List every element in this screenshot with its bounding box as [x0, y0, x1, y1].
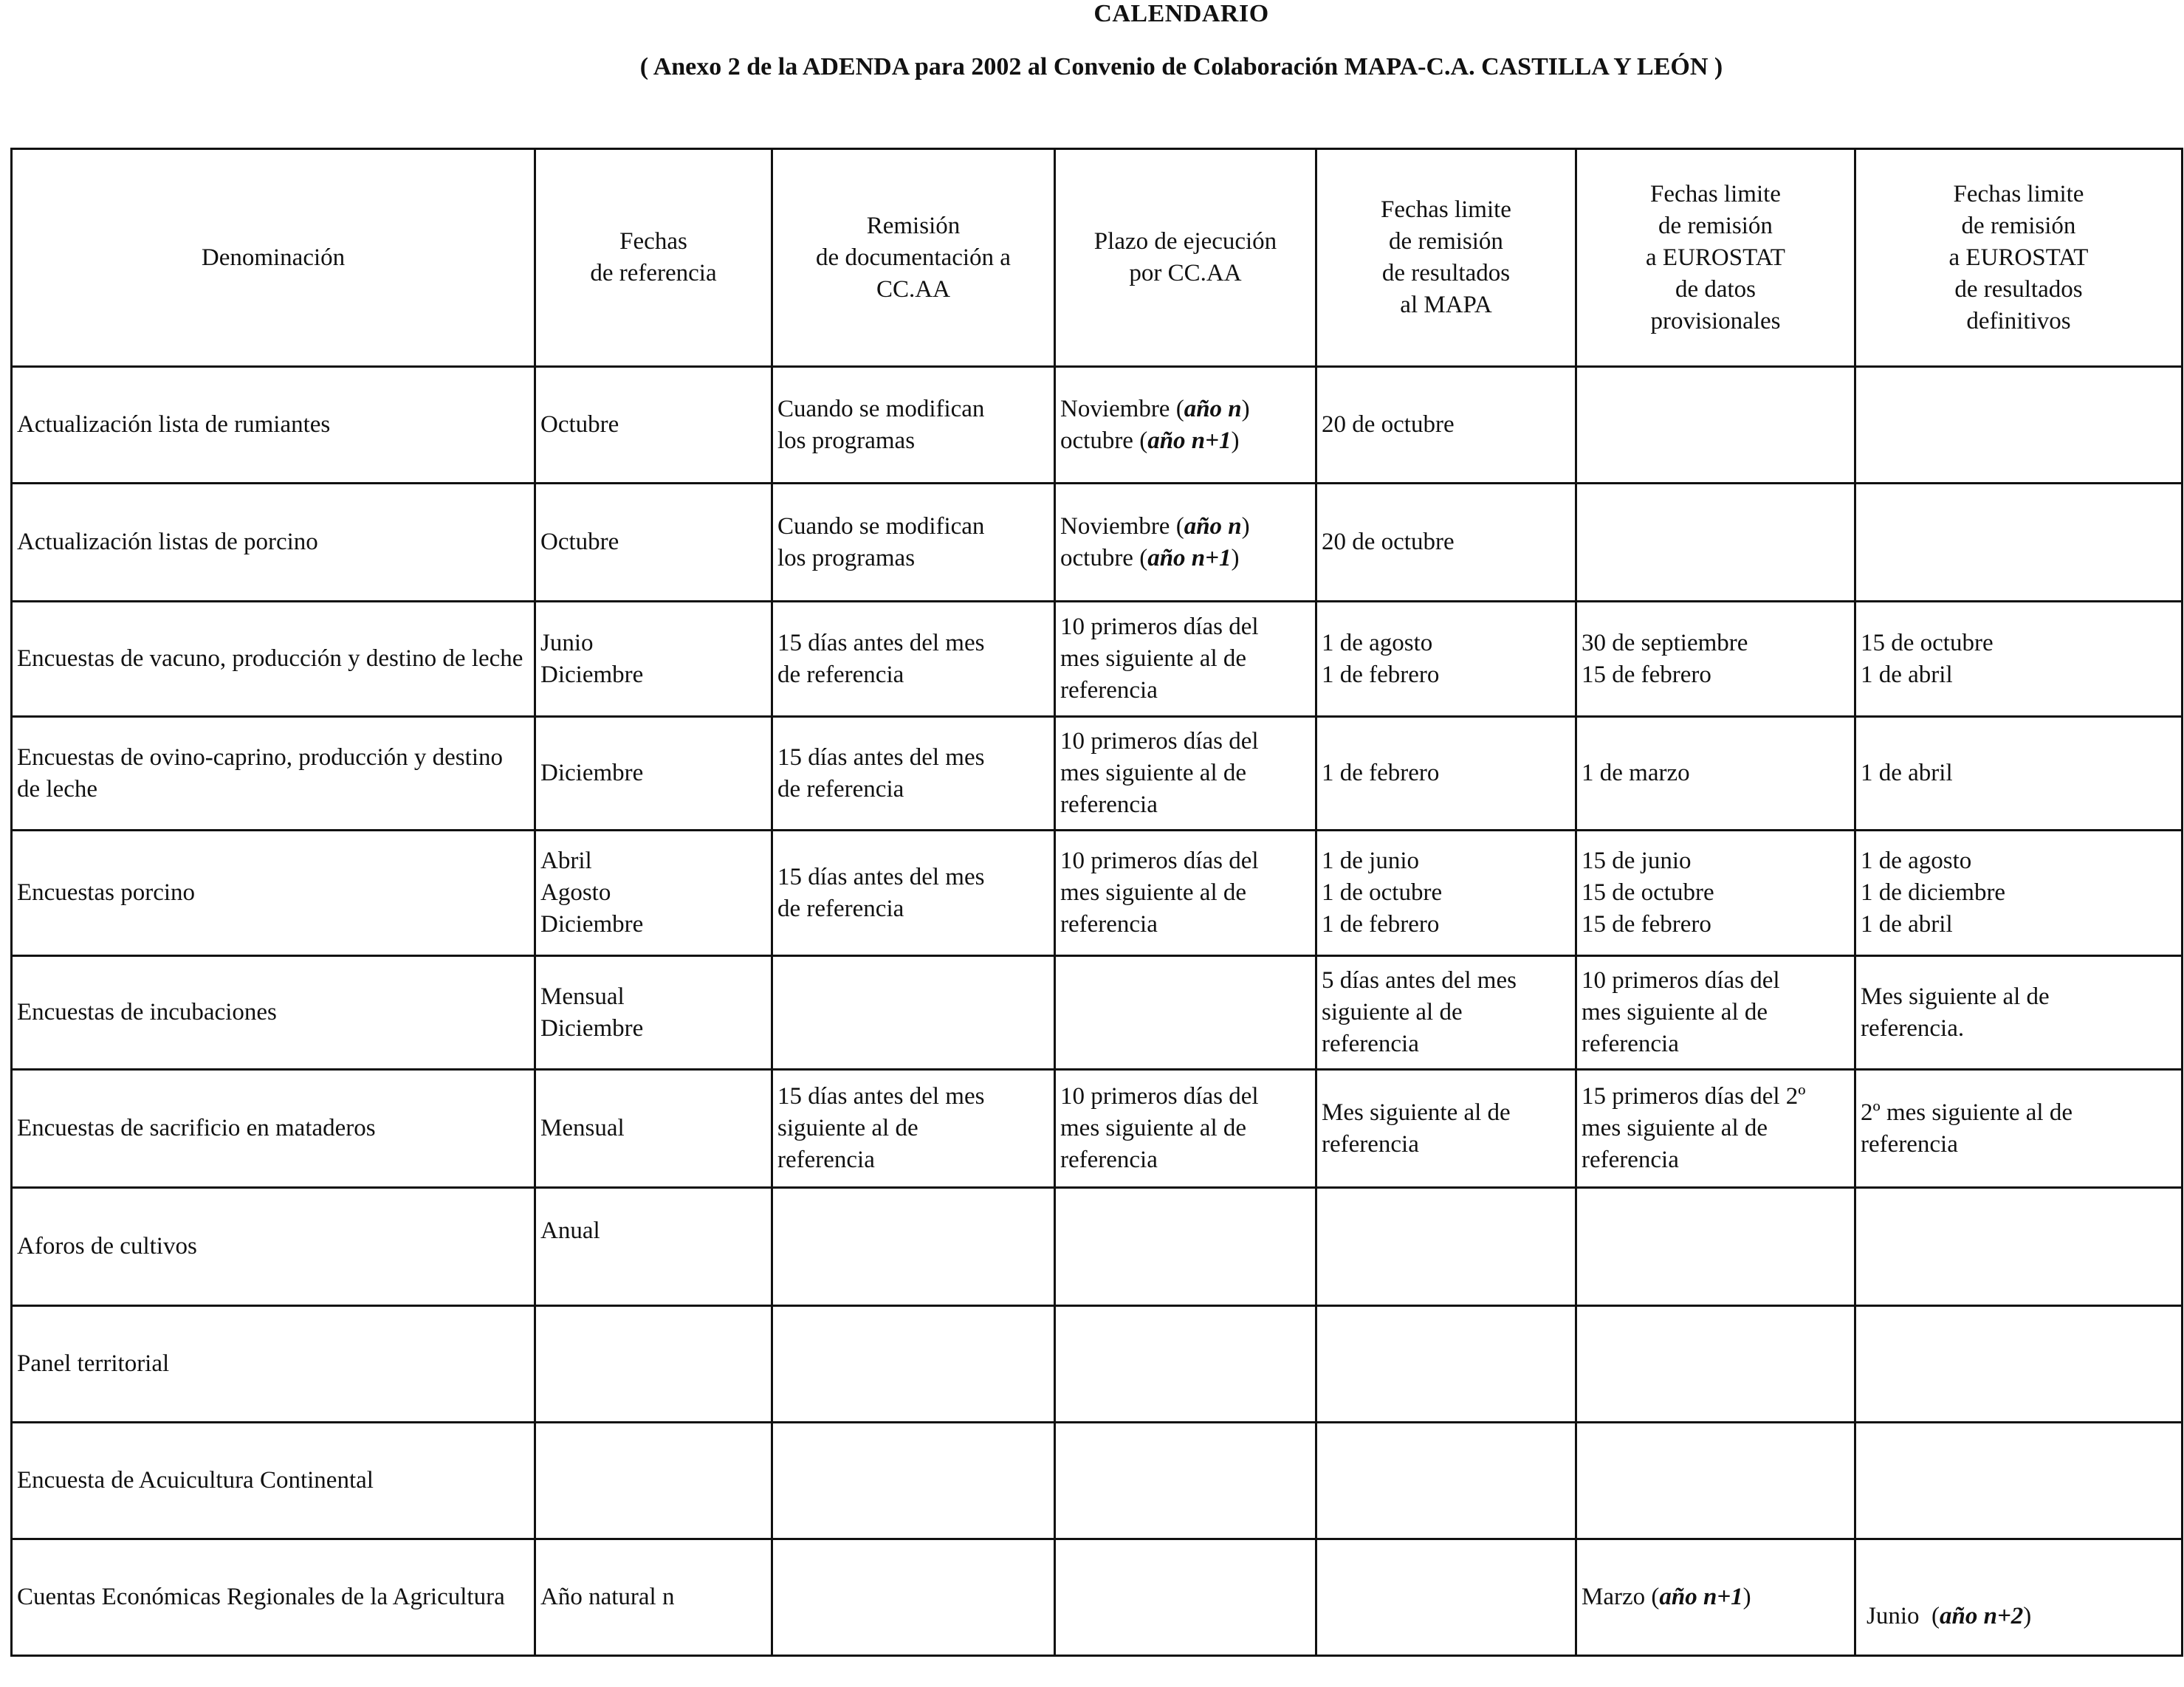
- table-row: [12, 717, 2183, 831]
- plazo-text: octubre (: [1060, 544, 1148, 571]
- cell-remision: 15 días antes del mes de referencia: [772, 602, 1055, 717]
- cell-fechas-referencia: [535, 1306, 772, 1423]
- provisionales-text: Marzo (: [1582, 1584, 1660, 1610]
- plazo-text: ): [1241, 512, 1250, 540]
- plazo-emphasis: año n: [1184, 512, 1242, 540]
- cell-mapa: 5 días antes del mes siguiente al de referencia: [1316, 956, 1576, 1070]
- plazo-text: ): [1231, 427, 1240, 454]
- header-eurostat-definitivos: Fechas limite de remisión a EUROSTAT de resultados definitivos: [1855, 149, 2183, 367]
- table-row: [12, 1188, 2183, 1306]
- cell-plazo: [1055, 956, 1316, 1070]
- cell-remision: [772, 1188, 1055, 1306]
- header-remision-documentacion: Remisión de documentación a CC.AA: [772, 149, 1055, 367]
- header-plazo-ejecucion: Plazo de ejecución por CC.AA: [1055, 149, 1316, 367]
- cell-plazo: [1055, 367, 1316, 484]
- cell-denominacion: Cuentas Económicas Regionales de la Agricultura: [12, 1539, 535, 1656]
- table-row: [12, 484, 2183, 602]
- cell-remision: 15 días antes del mes de referencia: [772, 831, 1055, 956]
- plazo-text: ): [1231, 544, 1240, 571]
- cell-denominacion: Encuestas de ovino-caprino, producción y destino de leche: [12, 717, 535, 831]
- cell-denominacion: Encuestas porcino: [12, 831, 535, 956]
- table-row: [12, 1539, 2183, 1656]
- cell-mapa: 1 de junio 1 de octubre 1 de febrero: [1316, 831, 1576, 956]
- cell-mapa: [1316, 1306, 1576, 1423]
- cell-provisionales: [1576, 1423, 1855, 1539]
- cell-definitivos: [1855, 1188, 2183, 1306]
- cell-denominacion: Encuestas de vacuno, producción y destino de leche: [12, 602, 535, 717]
- definitivos-text: ): [2023, 1603, 2032, 1629]
- cell-definitivos: [1855, 367, 2183, 484]
- document-subtitle: ( Anexo 2 de la ADENDA para 2002 al Convenio de Colaboración MAPA-C.A. CASTILLA Y LEÓN ): [639, 53, 1723, 80]
- cell-fechas-referencia: Abril Agosto Diciembre: [535, 831, 772, 956]
- header-fechas-referencia: Fechas de referencia: [535, 149, 772, 367]
- cell-definitivos: Mes siguiente al de referencia.: [1855, 956, 2183, 1070]
- cell-mapa: 1 de agosto 1 de febrero: [1316, 602, 1576, 717]
- header-denominacion: Denominación: [12, 149, 535, 367]
- cell-remision: 15 días antes del mes siguiente al de referencia: [772, 1070, 1055, 1188]
- cell-denominacion: Panel territorial: [12, 1306, 535, 1423]
- cell-mapa: Mes siguiente al de referencia: [1316, 1070, 1576, 1188]
- cell-remision: 15 días antes del mes de referencia: [772, 717, 1055, 831]
- cell-remision: Cuando se modifican los programas: [772, 484, 1055, 602]
- cell-remision: Cuando se modifican los programas: [772, 367, 1055, 484]
- document-title: CALENDARIO: [1093, 0, 1269, 27]
- cell-denominacion: Actualización listas de porcino: [12, 484, 535, 602]
- cell-definitivos: [1855, 1306, 2183, 1423]
- cell-plazo: [1055, 1188, 1316, 1306]
- cell-plazo: 10 primeros días del mes siguiente al de referencia: [1055, 831, 1316, 956]
- cell-mapa: [1316, 1423, 1576, 1539]
- table-row: [12, 602, 2183, 717]
- cell-plazo: 10 primeros días del mes siguiente al de referencia: [1055, 1070, 1316, 1188]
- cell-provisionales: 1 de marzo: [1576, 717, 1855, 831]
- header-row: [12, 149, 2183, 367]
- cell-provisionales: [1576, 1188, 1855, 1306]
- table-row: [12, 831, 2183, 956]
- cell-plazo: 10 primeros días del mes siguiente al de referencia: [1055, 602, 1316, 717]
- cell-plazo: [1055, 1306, 1316, 1423]
- cell-denominacion: Encuesta de Acuicultura Continental: [12, 1423, 535, 1539]
- table-row: [12, 1306, 2183, 1423]
- plazo-text: Noviembre (: [1060, 512, 1184, 540]
- cell-provisionales: [1576, 1306, 1855, 1423]
- definitivos-text: Junio (: [1867, 1603, 1940, 1629]
- cell-fechas-referencia: Mensual Diciembre: [535, 956, 772, 1070]
- table-row: [12, 1070, 2183, 1188]
- cell-plazo: [1055, 1423, 1316, 1539]
- cell-definitivos: 2º mes siguiente al de referencia: [1855, 1070, 2183, 1188]
- cell-fechas-referencia: Octubre: [535, 367, 772, 484]
- cell-denominacion: Encuestas de sacrificio en mataderos: [12, 1070, 535, 1188]
- cell-definitivos: 1 de abril: [1855, 717, 2183, 831]
- cell-provisionales: [1576, 367, 1855, 484]
- cell-remision: [772, 1306, 1055, 1423]
- cell-fechas-referencia: Mensual: [535, 1070, 772, 1188]
- header-eurostat-provisionales: Fechas limite de remisión a EUROSTAT de datos provisionales: [1576, 149, 1855, 367]
- provisionales-emphasis: año n+1: [1659, 1584, 1743, 1610]
- cell-denominacion: Actualización lista de rumiantes: [12, 367, 535, 484]
- cell-remision: [772, 1423, 1055, 1539]
- cell-fechas-referencia: Octubre: [535, 484, 772, 602]
- cell-provisionales: [1576, 1539, 1855, 1656]
- cell-provisionales: 15 de junio 15 de octubre 15 de febrero: [1576, 831, 1855, 956]
- cell-remision: [772, 1539, 1055, 1656]
- plazo-emphasis: año n+1: [1147, 427, 1232, 454]
- cell-fechas-referencia: Junio Diciembre: [535, 602, 772, 717]
- plazo-emphasis: año n+1: [1147, 544, 1232, 571]
- cell-provisionales: 30 de septiembre 15 de febrero: [1576, 602, 1855, 717]
- table-row: [12, 956, 2183, 1070]
- cell-provisionales: 15 primeros días del 2º mes siguiente al de referencia: [1576, 1070, 1855, 1188]
- cell-definitivos: [1855, 1423, 2183, 1539]
- cell-plazo: 10 primeros días del mes siguiente al de referencia: [1055, 717, 1316, 831]
- cell-fechas-referencia: Diciembre: [535, 717, 772, 831]
- table-row: [12, 367, 2183, 484]
- cell-denominacion: Aforos de cultivos: [12, 1188, 535, 1306]
- cell-definitivos: 15 de octubre 1 de abril: [1855, 602, 2183, 717]
- cell-fechas-referencia: Anual: [535, 1188, 772, 1306]
- cell-denominacion: Encuestas de incubaciones: [12, 956, 535, 1070]
- plazo-text: ): [1241, 395, 1250, 422]
- cell-definitivos: [1855, 1539, 2183, 1656]
- cell-fechas-referencia: [535, 1423, 772, 1539]
- cell-provisionales: [1576, 484, 1855, 602]
- header-fechas-mapa: Fechas limite de remisión de resultados al MAPA: [1316, 149, 1576, 367]
- plazo-text: octubre (: [1060, 427, 1148, 454]
- cell-plazo: [1055, 1539, 1316, 1656]
- cell-mapa: 20 de octubre: [1316, 367, 1576, 484]
- table-row: [12, 1423, 2183, 1539]
- provisionales-text: ): [1742, 1584, 1751, 1610]
- cell-fechas-referencia: Año natural n: [535, 1539, 772, 1656]
- plazo-text: Noviembre (: [1060, 395, 1184, 422]
- definitivos-emphasis: año n+2: [1940, 1603, 2024, 1629]
- cell-mapa: 20 de octubre: [1316, 484, 1576, 602]
- cell-mapa: [1316, 1188, 1576, 1306]
- cell-mapa: [1316, 1539, 1576, 1656]
- cell-provisionales: 10 primeros días del mes siguiente al de referencia: [1576, 956, 1855, 1070]
- calendar-table: [10, 148, 2183, 1657]
- cell-plazo: [1055, 484, 1316, 602]
- cell-remision: [772, 956, 1055, 1070]
- cell-definitivos: 1 de agosto 1 de diciembre 1 de abril: [1855, 831, 2183, 956]
- cell-mapa: 1 de febrero: [1316, 717, 1576, 831]
- plazo-emphasis: año n: [1184, 395, 1242, 422]
- cell-definitivos: [1855, 484, 2183, 602]
